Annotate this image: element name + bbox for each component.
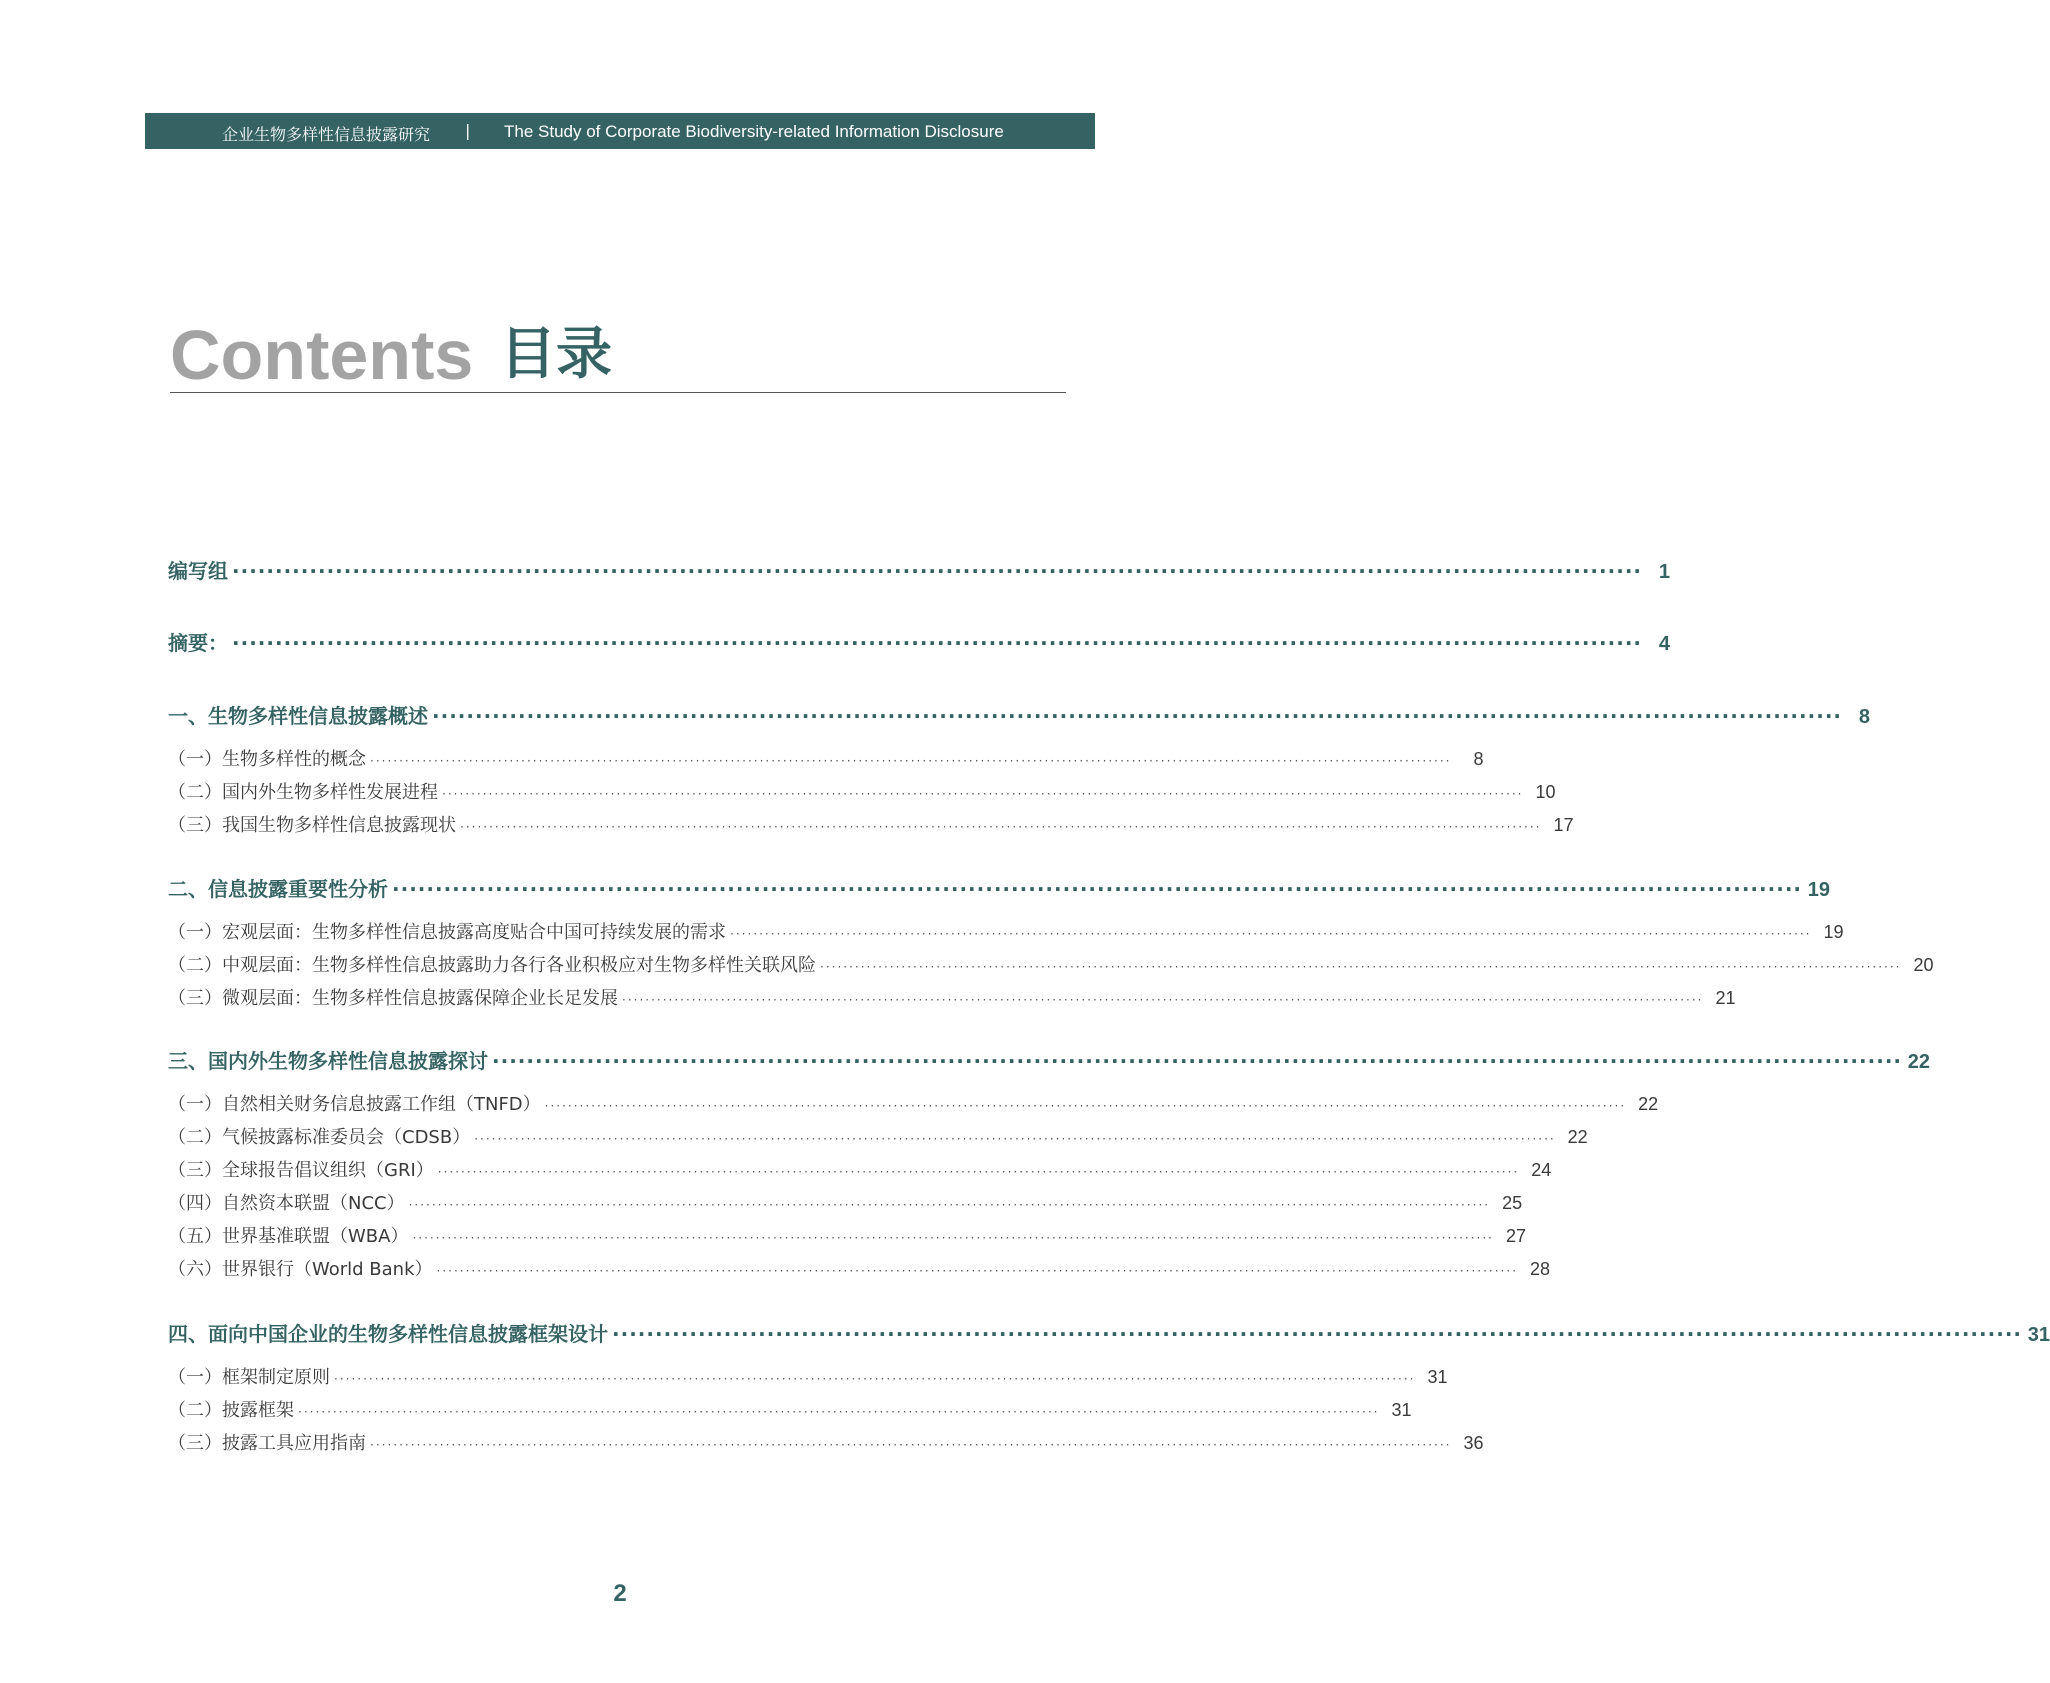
toc-page: 1 [1658,561,1671,583]
toc-entry-abstract[interactable] [168,627,1671,656]
toc-page: 31 [1427,1367,1448,1387]
toc-page: 20 [1913,955,1934,975]
toc-label: （二）中观层面：生物多样性信息披露助力各行各业积极应对生物多样性关联风险 [168,955,816,976]
toc-page: 4 [1658,633,1671,655]
toc-entry-3-3[interactable] [168,1156,1552,1182]
toc-label: （三）我国生物多样性信息披露现状 [168,815,456,836]
toc-page: 22 [1638,1094,1659,1114]
toc-label: （三）全球报告倡议组织（GRI） [168,1160,434,1181]
toc-label: 三、国内外生物多样性信息披露探讨 [168,1049,488,1073]
leader-dots: ·························································································································································································· [442,787,1524,801]
leader-dots: ···································································································································································· [232,631,1643,655]
leader-dots: ·························································································································································································· [408,1198,1491,1212]
toc-label: 摘要： [168,631,228,655]
leader-dots: ·························································································································································································· [437,1165,1520,1179]
leader-dots: ···································································································································································· [232,559,1643,583]
toc-label: 四、面向中国企业的生物多样性信息披露框架设计 [168,1322,608,1346]
toc-label: 编写组 [168,559,228,583]
toc-label: （二）国内外生物多样性发展进程 [168,782,438,803]
toc-label: （一）宏观层面：生物多样性信息披露高度贴合中国可持续发展的需求 [168,922,726,943]
toc-page: 31 [1391,1400,1412,1420]
toc-label: （五）世界基准联盟（WBA） [168,1226,409,1247]
toc-page: 21 [1715,988,1736,1008]
toc-page: 36 [1463,1433,1484,1453]
toc-entry-chapter-2[interactable] [168,873,1831,902]
leader-dots: ·························································································································································································· [544,1099,1627,1113]
toc-label: （三）微观层面：生物多样性信息披露保障企业长足发展 [168,988,618,1009]
toc-entry-2-2[interactable] [168,951,1934,977]
toc-label: （一）框架制定原则 [168,1367,330,1388]
toc-label: （二）气候披露标准委员会（CDSB） [168,1127,471,1148]
leader-dots: ···································································································································································· [432,704,1843,728]
leader-dots: ·························································································································································································· [370,754,1452,768]
leader-dots: ···································································································································································· [492,1049,1903,1073]
toc-page: 8 [1858,706,1871,728]
header-title-cn: 企业生物多样性信息披露研究 [222,125,431,144]
toc-page: 28 [1529,1259,1551,1279]
toc-entry-1-2[interactable] [168,778,1556,804]
leader-dots: ·························································································································································································· [436,1264,1519,1278]
toc-entry-2-1[interactable] [168,918,1844,944]
toc-page: 10 [1535,782,1556,802]
toc-entry-4-2[interactable] [168,1396,1412,1422]
toc-label: 一、生物多样性信息披露概述 [168,704,428,728]
leader-dots: ·························································································································································································· [460,820,1542,834]
toc-page: 25 [1502,1193,1523,1213]
toc-entry-3-4[interactable] [168,1189,1523,1215]
toc-page: 19 [1823,922,1844,942]
toc-label: 二、信息披露重要性分析 [168,877,388,901]
toc-entry-1-3[interactable] [168,811,1574,837]
leader-dots: ···································································································································································· [392,877,1803,901]
contents-title [170,318,1066,393]
toc-label: （一）生物多样性的概念 [168,749,366,770]
toc-page: 31 [2027,1324,2050,1346]
title-en: Contents [170,316,474,394]
header-band [145,113,1095,149]
toc-entry-chapter-1[interactable] [168,700,1871,729]
leader-dots: ·························································································································································································· [298,1405,1380,1419]
toc-page: 19 [1807,879,1831,901]
toc-page: 22 [1907,1051,1931,1073]
toc-label: （三）披露工具应用指南 [168,1433,366,1454]
leader-dots: ·························································································································································································· [334,1372,1416,1386]
header-title-en: The Study of Corporate Biodiversity-related Information Disclosure [504,122,1004,141]
toc-entry-3-2[interactable] [168,1123,1588,1149]
toc-entry-3-1[interactable] [168,1090,1659,1116]
toc-label: （六）世界银行（World Bank） [168,1259,433,1280]
leader-dots: ·························································································································································································· [820,960,1902,974]
toc-page: 22 [1567,1127,1588,1147]
header-separator: | [465,121,471,140]
toc-label: （四）自然资本联盟（NCC） [168,1193,405,1214]
leader-dots: ···································································································································································· [612,1322,2023,1346]
toc-page: 27 [1505,1226,1526,1246]
toc-page: 24 [1531,1160,1552,1180]
toc-entry-1-1[interactable] [168,745,1484,771]
toc-entry-4-3[interactable] [168,1429,1484,1455]
page-number: 2 [613,1580,627,1607]
leader-dots: ·························································································································································································· [412,1231,1494,1245]
toc-page: 8 [1473,749,1484,769]
toc-label: （二）披露框架 [168,1400,294,1421]
toc-page: 17 [1553,815,1574,835]
title-cn: 目录 [500,322,612,387]
toc-entry-writing-group[interactable] [168,555,1671,584]
toc-entry-chapter-4[interactable] [168,1318,2050,1347]
toc-label: （一）自然相关财务信息披露工作组（TNFD） [168,1094,541,1115]
leader-dots: ·························································································································································································· [730,927,1812,941]
toc-entry-2-3[interactable] [168,984,1736,1010]
toc-entry-3-6[interactable] [168,1255,1551,1281]
leader-dots: ·························································································································································································· [370,1438,1452,1452]
leader-dots: ·························································································································································································· [622,993,1704,1007]
leader-dots: ·························································································································································································· [474,1132,1556,1146]
toc-entry-4-1[interactable] [168,1363,1448,1389]
toc-entry-chapter-3[interactable] [168,1045,1931,1074]
toc-entry-3-5[interactable] [168,1222,1526,1248]
